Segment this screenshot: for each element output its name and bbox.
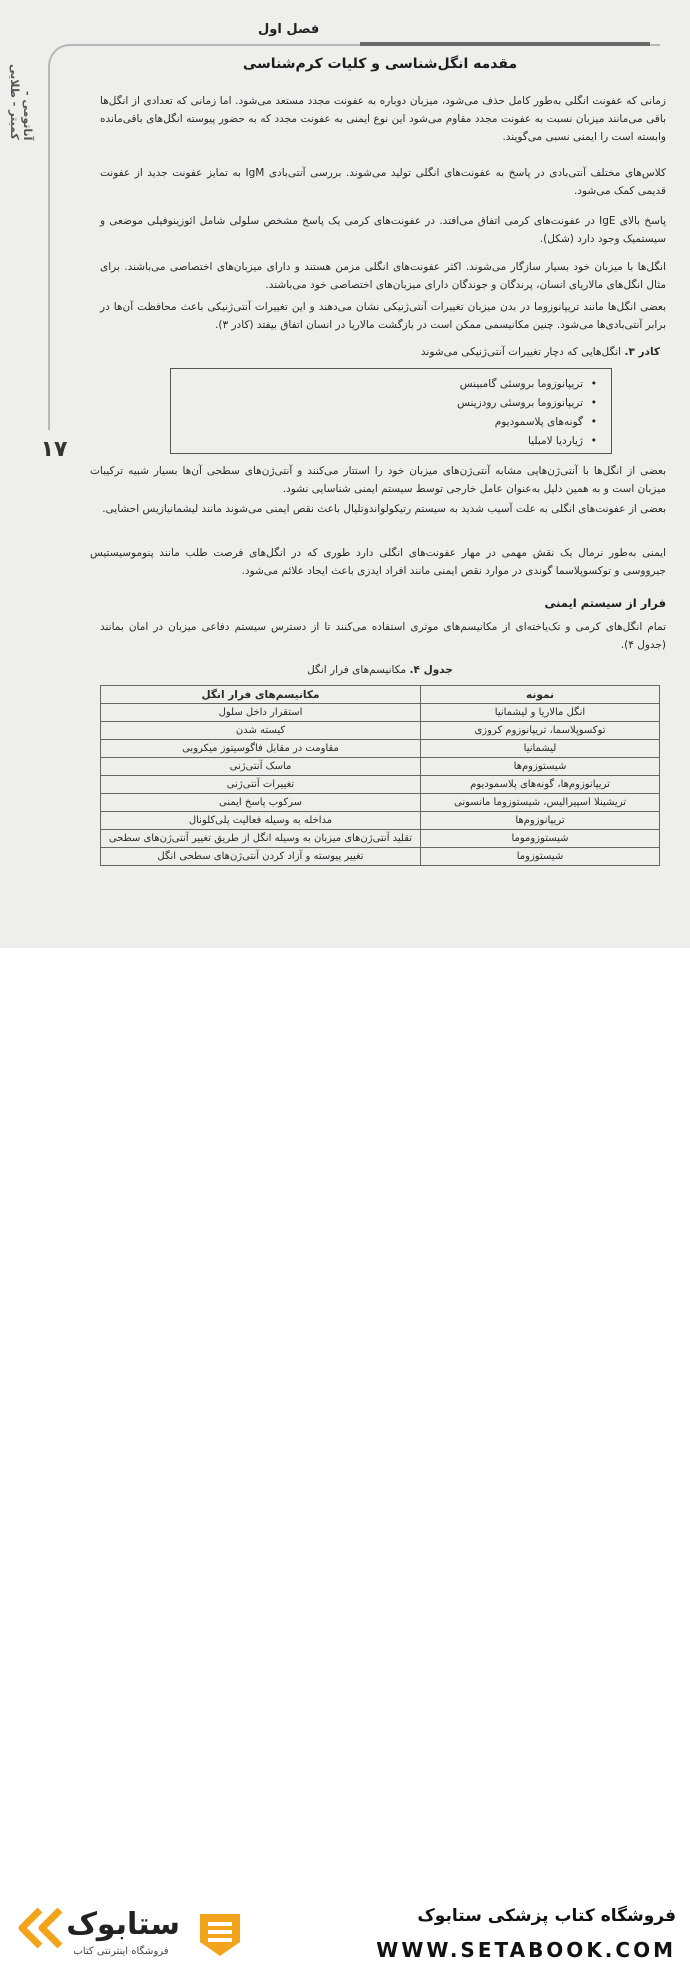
cell-mechanism: استقرار داخل سلول (101, 704, 421, 722)
frame-corner (48, 44, 74, 70)
logo-wordmark: ستابوک (66, 1907, 180, 1942)
paragraph: کلاس‌های مختلف آنتی‌بادی در پاسخ به عفونت‌های انگلی تولید می‌شوند. بررسی آنتی‌بادی IgM به تمایز عفونت جدید از عفونت قدیمی کمک می‌شود. (100, 167, 666, 197)
cell-example: شیستوزوما (421, 848, 660, 866)
store-logo[interactable] (16, 1906, 246, 1964)
column-header-example: نمونه (421, 686, 660, 704)
store-banner[interactable] (0, 948, 690, 1962)
book-page (0, 0, 690, 948)
cell-example: توکسوپلاسما، تریپانوزوم کروزی (421, 722, 660, 740)
paragraph: پاسخ بالای IgE در عفونت‌های کرمی اتفاق می‌افتد. در عفونت‌های کرمی یک پاسخ مشخص سلولی شامل ائوزینوفیلی موضعی و سیستمیک وجود دارد (شکل). (100, 215, 666, 245)
section-heading: فرار از سیستم ایمنی (544, 596, 666, 610)
table-row (101, 740, 660, 758)
table-caption-label: جدول ۴. (409, 664, 453, 676)
cell-example: تریپانوزوم‌ها، گونه‌های پلاسمودیوم (421, 776, 660, 794)
paragraph: بعضی از عفونت‌های انگلی به علت آسیب شدید به سیستم رتیکولواندوتلیال باعث نقص ایمنی می‌شوند مانند لیشمانیازیس احشایی. (102, 503, 666, 515)
paragraph: زمانی که عفونت انگلی به‌طور کامل حذف می‌شود، میزبان دوباره به عفونت مجدد مستعد می‌شود. اما زمانی که تعدادی از انگل‌ها باقی می‌مانند میزبان نسبت به عفونت مجدد مقاوم می‌شود این نوع ایمنی به عفونت مجدد که به حضور پیوسته انگل‌های باقی‌مانده وابسته است را ایمنی نسبی می‌گویند. (100, 95, 666, 143)
cell-mechanism: مداخله به وسیله فعالیت پلی‌کلونال (101, 812, 421, 830)
table-row (101, 758, 660, 776)
table-row (101, 722, 660, 740)
page-heading: مقدمه انگل‌شناسی و کلیات کرم‌شناسی (242, 56, 518, 72)
paragraph: بعضی از انگل‌ها با آنتی‌ژن‌هایی مشابه آنتی‌ژن‌های میزبان خود را استتار می‌کنند و آنتی‌ژن‌های سطحی آن‌ها بسیار شبیه ترکیبات میزبان است و به همین دلیل به‌عنوان عامل خارجی توسط سیستم ایمنی شناسایی نشود. (90, 465, 666, 495)
cell-mechanism: تغییرات آنتی‌ژنی (101, 776, 421, 794)
cell-mechanism: کیسته شدن (101, 722, 421, 740)
paragraph: بعضی انگل‌ها مانند تریپانوزوما در بدن میزبان تغییرات آنتی‌ژنیکی نشان می‌دهند و این تغییرات آنتی‌ژنیکی باعث محافظت آن‌ها در برابر آنتی‌بادی‌ها می‌شود. چنین مکانیسمی ممکن است در بازگشت مالاریا در انسان اتفاق بیفتد (کادر ۳). (100, 301, 666, 331)
box-antigenic-variation (170, 368, 612, 454)
cell-example: شیستوزوموما (421, 830, 660, 848)
table-row (101, 776, 660, 794)
table-row (101, 704, 660, 722)
logo-badge-icon (192, 1906, 248, 1962)
cell-mechanism: ماسک آنتی‌ژنی (101, 758, 421, 776)
list-item: • تریپانوزوما بروسئی رودزینس (171, 394, 597, 413)
list-item: • ژیاردیا لامبلیا (171, 432, 597, 451)
column-header-mechanism: مکانیسم‌های فرار انگل (101, 686, 421, 704)
cell-example: تریپانوزوم‌ها (421, 812, 660, 830)
frame-line-left (48, 66, 50, 446)
table-header-row (101, 686, 660, 704)
list-item: • تریپانوزوما بروسئی گامبینس (171, 375, 597, 394)
page-number: ۱۷ (34, 430, 74, 470)
side-running-label: آناتومی - کمیتر - طلایی (8, 64, 34, 140)
cell-example: تریشینلا اسپیرالیس، شیستوزوما مانسونی (421, 794, 660, 812)
table-row (101, 848, 660, 866)
table-caption-text: مکانیسم‌های فرار انگل (307, 664, 410, 676)
cell-mechanism: سرکوب پاسخ ایمنی (101, 794, 421, 812)
cell-example: شیستوزوم‌ها (421, 758, 660, 776)
box-caption (120, 346, 660, 358)
table-row (101, 794, 660, 812)
evasion-mechanisms-table (100, 685, 660, 866)
box-caption-label: کادر ۳. (624, 346, 660, 358)
paragraph: ایمنی به‌طور نرمال یک نقش مهمی در مهار عفونت‌های انگلی دارد طوری که در انگل‌های فرصت طلب مانند پنوموسیستیس جیرووسی و توکسوپلاسما گوندی در موارد نقص ایمنی مانند افراد ایدزی باعث ایجاد علائم می‌شود. (90, 547, 666, 577)
table-caption (100, 664, 660, 676)
table-row (101, 812, 660, 830)
cell-mechanism: تقلید آنتی‌ژن‌های میزبان به وسیله انگل از طریق تغییر آنتی‌ژن‌های سطحی (101, 830, 421, 848)
frame-line-top-accent (360, 42, 650, 46)
chapter-title: فصل اول (258, 22, 320, 37)
cell-example: لیشمانیا (421, 740, 660, 758)
logo-tagline: فروشگاه اینترنتی کتاب (73, 1946, 169, 1957)
store-name: فروشگاه کتاب پزشکی ستابوک (417, 1906, 676, 1926)
cell-example: انگل مالاریا و لیشمانیا (421, 704, 660, 722)
cell-mechanism: تغییر پیوسته و آزاد کردن آنتی‌ژن‌های سطحی انگل (101, 848, 421, 866)
paragraph: تمام انگل‌های کرمی و تک‌یاخته‌ای از مکانیسم‌های موثری استفاده می‌کنند تا از دسترس سیستم دفاعی میزبان در امان بمانند (جدول ۴). (100, 621, 666, 651)
box-list (171, 375, 597, 451)
store-url-link[interactable]: WWW.SETABOOK.COM (376, 1938, 676, 1962)
list-item: • گونه‌های پلاسمودیوم (171, 413, 597, 432)
paragraph: انگل‌ها با میزبان خود بسیار سازگار می‌شوند. اکثر عفونت‌های انگلی مزمن هستند و دارای میزبان‌های اختصاصی می‌باشند. برای مثال انگل‌های مالاریای انسان، پرندگان و جوندگان دارای میزبان‌های اختصاصی خود می‌باشند. (100, 261, 666, 291)
box-caption-text: انگل‌هایی که دچار تغییرات آنتی‌ژنیکی می‌شوند (420, 346, 625, 358)
cell-mechanism: مقاومت در مقابل فاگوسیتوز میکروبی (101, 740, 421, 758)
table-row (101, 830, 660, 848)
